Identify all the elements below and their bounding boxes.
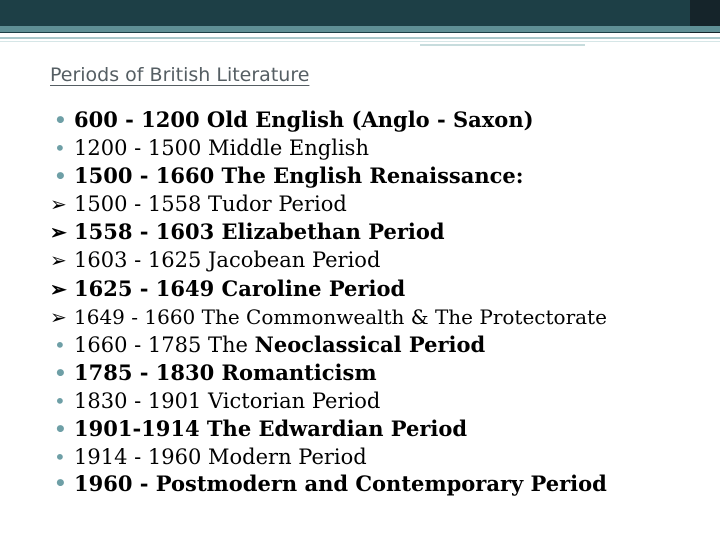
slide-title: Periods of British Literature — [50, 64, 310, 86]
list-item — [50, 218, 710, 246]
bullet-dot-icon: • — [54, 388, 66, 413]
list-item-text-bold: Neoclassical Period — [254, 331, 486, 357]
periods-list — [50, 106, 710, 496]
list-item-text: 1914 - 1960 Modern Period — [74, 445, 367, 470]
list-item-text-light: 1660 - 1785 The — [74, 332, 255, 357]
list-item — [50, 415, 710, 443]
list-item-text: 1901-1914 The Edwardian Period — [74, 416, 468, 442]
header-accent-gap — [585, 43, 720, 48]
bullet-dot-icon: • — [54, 332, 66, 357]
arrow-bullet-icon: ➢ — [50, 276, 67, 301]
list-item — [50, 162, 710, 190]
list-item-text: 600 - 1200 Old English (Anglo - Saxon) — [74, 107, 534, 132]
list-item-text: 1625 - 1649 Caroline Period — [74, 275, 406, 301]
bullet-dot-icon: • — [54, 445, 66, 470]
bullet-dot-icon: • — [54, 360, 67, 385]
list-item-text: 1558 - 1603 Elizabethan Period — [74, 219, 445, 245]
header-accent-gap — [418, 33, 718, 37]
bullet-dot-icon: • — [54, 471, 67, 496]
list-item-text: 1649 - 1660 The Commonwealth & The Protectorate — [74, 304, 607, 329]
list-item-text: 1500 - 1558 Tudor Period — [74, 192, 347, 217]
arrow-bullet-icon: ➢ — [50, 220, 67, 245]
list-item — [50, 303, 710, 331]
header-accent-line — [0, 37, 720, 39]
list-item — [50, 134, 710, 162]
header-accent-line — [0, 41, 720, 42]
list-item — [50, 190, 710, 218]
arrow-bullet-icon: ➢ — [50, 304, 67, 329]
list-item — [50, 443, 710, 471]
bullet-dot-icon: • — [54, 108, 67, 132]
list-item — [50, 275, 710, 303]
list-item-text: 1603 - 1625 Jacobean Period — [74, 248, 381, 273]
list-item — [50, 246, 710, 274]
list-item-text: 1500 - 1660 The English Renaissance: — [74, 163, 524, 189]
list-item — [50, 106, 710, 134]
header-stripe — [0, 26, 720, 32]
arrow-bullet-icon: ➢ — [50, 192, 67, 217]
arrow-bullet-icon: ➢ — [50, 248, 67, 273]
bullet-dot-icon: • — [54, 164, 67, 189]
list-item-text: 1785 - 1830 Romanticism — [74, 359, 377, 385]
list-item — [50, 471, 634, 496]
bullet-dot-icon: • — [54, 417, 67, 442]
list-item-text: 1960 - Postmodern and Contemporary Period — [74, 471, 607, 497]
list-item — [50, 359, 710, 387]
list-item-text: 1830 - 1901 Victorian Period — [74, 388, 381, 413]
list-item — [50, 387, 710, 415]
bullet-dot-icon: • — [54, 136, 66, 161]
list-item-text: 1200 - 1500 Middle English — [74, 136, 369, 161]
list-item — [50, 331, 710, 359]
